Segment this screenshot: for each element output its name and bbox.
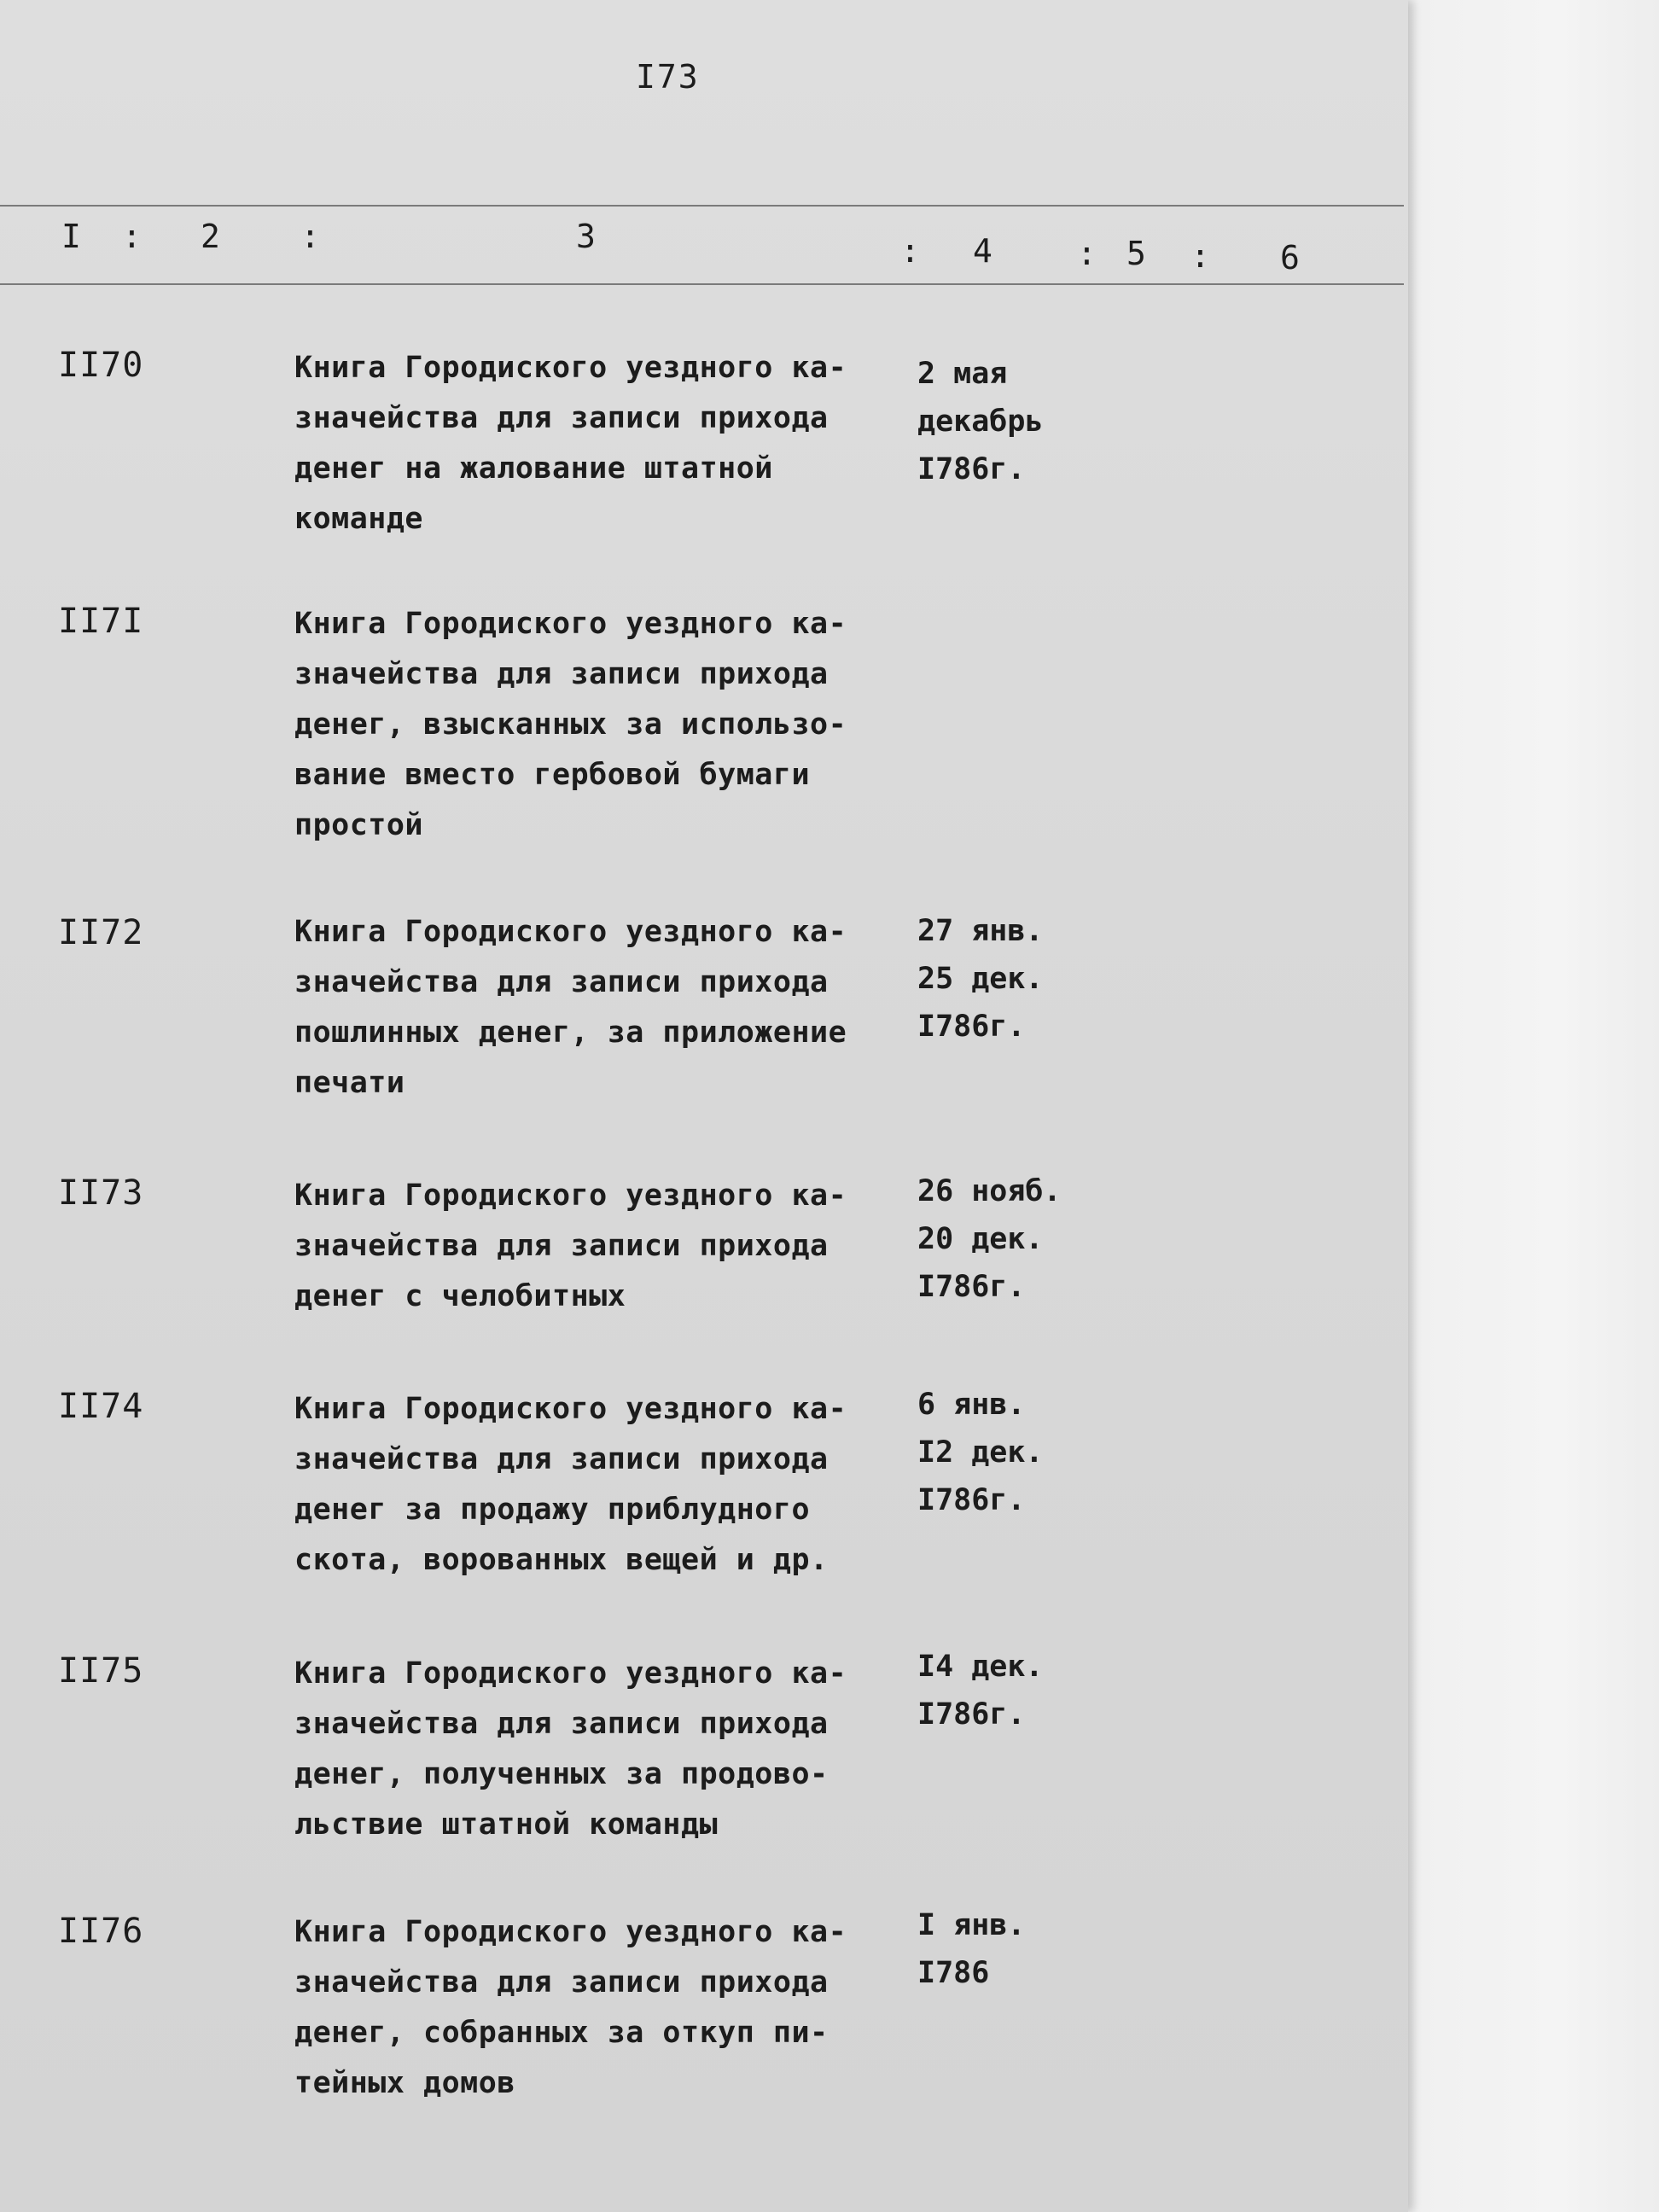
entry-dates: 26 нояб. 20 дек. I786г.	[917, 1174, 1062, 1304]
entry-number: II72	[58, 913, 144, 952]
underlying-page	[1408, 0, 1659, 2212]
column-header-3: 3	[576, 218, 596, 255]
entry-number: II7I	[58, 602, 144, 641]
entry-dates: I янв. I786	[917, 1908, 1026, 1990]
entry-number: II75	[58, 1651, 144, 1691]
entry-dates: 2 мая декабрь I786г.	[917, 357, 1044, 486]
entry-title: Книга Городиского уездного ка- значейства для записи прихода денег, собранных за откуп пи- тейных домов	[294, 1915, 847, 2100]
column-header-5: 5	[1126, 235, 1146, 272]
column-header-6: 6	[1280, 239, 1300, 276]
entry-title: Книга Городиского уездного ка- значейства для записи прихода денег с челобитных	[294, 1179, 847, 1313]
entry-title: Книга Городиского уездного ка- значейства для записи прихода пошлинных денег, за приложение печати	[294, 915, 847, 1100]
column-header-1: I	[61, 218, 81, 255]
entry-number: II70	[58, 346, 144, 385]
page-number: I73	[636, 58, 700, 96]
column-separator-5: :	[1190, 237, 1210, 275]
entry-dates: 6 янв. I2 дек. I786г.	[917, 1388, 1044, 1517]
column-separator-2: :	[300, 218, 320, 255]
entry-number: II74	[58, 1387, 144, 1426]
header-rule-top	[0, 205, 1404, 207]
entry-title: Книга Городиского уездного ка- значейства для записи прихода денег на жалование штатной команде	[294, 351, 847, 536]
column-separator-3: :	[900, 232, 920, 270]
entry-number: II76	[58, 1912, 144, 1951]
column-separator-1: :	[122, 218, 142, 255]
entry-title: Книга Городиского уездного ка- значейства для записи прихода денег, полученных за продово- льствие штатной команды	[294, 1656, 847, 1842]
column-separator-4: :	[1077, 235, 1097, 272]
column-header-2: 2	[201, 218, 220, 255]
entry-title: Книга Городиского уездного ка- значейства для записи прихода денег, взысканных за использо- вание вместо гербовой бумаги простой	[294, 607, 847, 842]
entry-title: Книга Городиского уездного ка- значейства для записи прихода денег за продажу приблудного скота, ворованных вещей и др.	[294, 1392, 847, 1577]
entry-number: II73	[58, 1173, 144, 1213]
header-rule-bottom	[0, 283, 1404, 285]
entry-dates: 27 янв. 25 дек. I786г.	[917, 914, 1044, 1044]
entry-dates: I4 дек. I786г.	[917, 1650, 1044, 1732]
column-header-4: 4	[973, 232, 992, 270]
